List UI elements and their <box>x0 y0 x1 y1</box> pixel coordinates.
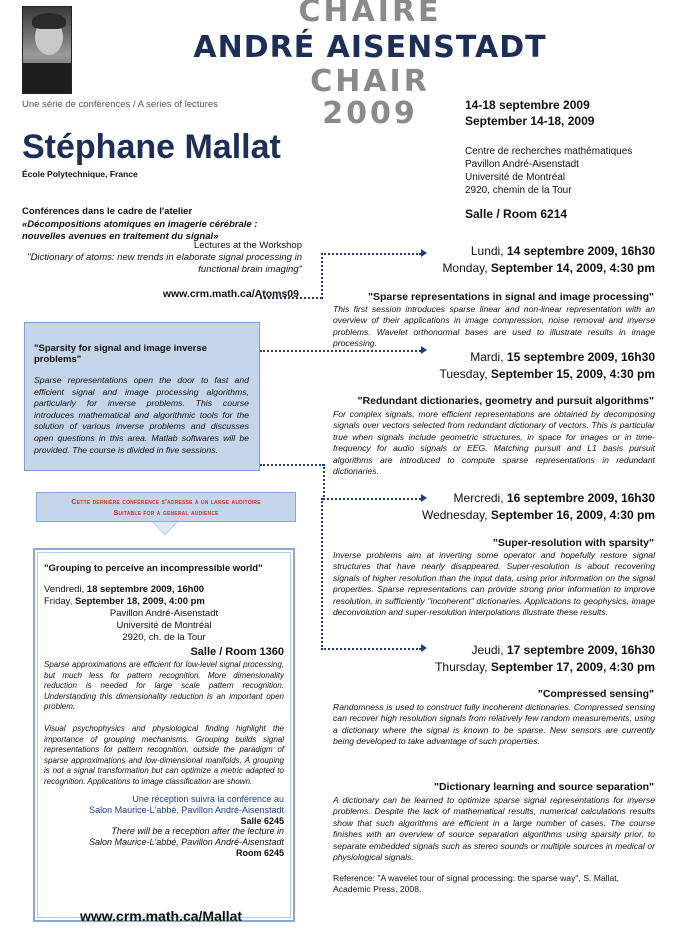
general-address-line: Pavillon André-Aisenstadt <box>109 608 219 619</box>
dates-en: September 14-18, 2009 <box>465 114 595 128</box>
reception-room-fr: Salle 6245 <box>240 815 284 826</box>
date-value: September 16, 2009, 4:30 pm <box>490 508 655 522</box>
course-box <box>24 322 260 471</box>
audience-banner <box>36 492 296 522</box>
session-5-title: "Dictionary learning and source separation" <box>433 781 654 793</box>
connector <box>260 464 324 466</box>
course-title: "Sparsity for signal and image inverse problems" <box>34 343 207 365</box>
session-5-text: A dictionary can be learned to optimize sparse signal representations for inverse problems. Despite the lack of mathematical results, numerical calculations results show that such algorithms are efficient in a large number of cases. The course finishes with an overview of source separation algorithms using sparsity prior, to separate embedded signals such as stereo sounds or multiple sources in medical or physiological signals. <box>333 795 655 863</box>
chair-title-en: CHAIR <box>310 64 430 99</box>
footer-url[interactable]: www.crm.math.ca/Mallat <box>80 908 243 924</box>
chair-name: ANDRÉ AISENSTADT <box>193 30 547 65</box>
speaker-affiliation: École Polytechnique, France <box>22 169 138 179</box>
session-4-title: "Compressed sensing" <box>537 688 654 700</box>
day-label: Mardi, <box>470 350 507 364</box>
general-address-line: Université de Montréal <box>116 620 212 631</box>
day-label: Tuesday, <box>439 367 491 381</box>
reception-room-en: Room 6245 <box>235 847 284 858</box>
date-value: 18 septembre 2009, 16h00 <box>86 584 205 595</box>
date-value: September 18, 2009, 4:00 pm <box>74 596 205 607</box>
reference: Reference: "A wavelet tour of signal processing: the sparse way", S. Mallat, Academic Press, 2008. <box>333 873 620 895</box>
workshop-intro <box>22 206 302 244</box>
session-3-title: "Super-resolution with sparsity" <box>492 537 654 549</box>
day-label: Vendredi, <box>44 584 87 595</box>
general-text: Visual psychophysics and physiological finding highlight the importance of grouping mechanisms. Grouping builds signal representations for pattern recognition, outside the paradigm of sparse approximations and low-dimensional manifolds. A grouping is not a signal transformation but can optimize a metric adapted to recognition. Applications to image classification are shown. <box>44 723 284 786</box>
general-text: Sparse approximations are efficient for low-level signal processing, but much less for pattern recognition. More dimensionality reduction is needed for large scale pattern recognition. Understanding this dimensionality reduction is an important open problem. <box>44 660 284 712</box>
reception-en: There will be a reception after the lecture in <box>111 825 284 836</box>
chair-year: 2009 <box>322 96 418 131</box>
general-date-en <box>44 596 284 608</box>
session-3-date <box>325 490 655 524</box>
address-line: Université de Montréal <box>465 172 566 183</box>
general-room: Salle / Room 1360 <box>190 646 284 658</box>
course-description: Sparse representations open the door to fast and efficient signal and image processing algorithms, particularly for inverse problems. This course introduces mathematical and algorithmic tools for the solution of various inverse problems and discusses open questions in this area. Matlab softwares will be provided. The course is divided in five sessions. <box>34 375 249 455</box>
workshop-lectures <box>22 240 302 276</box>
day-label: Thursday, <box>435 660 491 674</box>
down-arrow-icon-inner <box>154 522 176 534</box>
date-value: 15 septembre 2009, 16h30 <box>506 350 655 364</box>
session-2-date <box>325 349 655 383</box>
reception-fr: Une réception suivra la conférence au <box>132 793 284 804</box>
connector <box>321 498 323 650</box>
date-value: September 17, 2009, 4:30 pm <box>490 660 655 674</box>
reception-fr: Salon Maurice-L'abbé, Pavillon André-Aisenstadt <box>89 804 284 815</box>
general-address-line: 2920, ch. de la Tour <box>122 632 206 643</box>
day-label: Mercredi, <box>453 491 507 505</box>
address-line: 2920, chemin de la Tour <box>465 185 572 196</box>
date-value: September 14, 2009, 4:30 pm <box>490 261 655 275</box>
session-4-date <box>325 642 655 676</box>
session-4-text: Randomness is used to construct fully incoherent dictionaries. Compressed sensing can recover high resolution signals from relatively few random measurements, using a dictionary where the signal is known to be sparse. New sensors are currently being developed to take advantage of such properties. <box>333 702 655 747</box>
general-title: "Grouping to perceive an incompressible world" <box>44 563 263 574</box>
dates-fr: 14-18 septembre 2009 <box>465 98 590 112</box>
day-label: Jeudi, <box>471 643 507 657</box>
session-1-text: This first session introduces sparse linear and non-linear representation with an overview of their applications in image compression, noise removal and inverse problems. Wavelet orthonormal bases are used to illustrate results in image processing. <box>333 304 655 349</box>
address-line: Centre de recherches mathématiques <box>465 146 633 157</box>
chair-title-fr: CHAIRE <box>298 0 442 29</box>
series-label: Une série de conférences / A series of lectures <box>22 99 218 110</box>
session-1-date <box>325 243 655 277</box>
general-lecture-box <box>37 552 291 918</box>
audience-en: Suitable for a general audience <box>113 508 219 517</box>
date-value: 17 septembre 2009, 16h30 <box>506 643 655 657</box>
session-3-text: Inverse problems aim at inverting some operator and hopefully restore signal structures that have nearly disappeared. Super-resolution is about recovering signals of higher resolution than the input data, using prior information on the signal properties. Sparse representations can provide strong prior information to improve resolution, in sufficiently "incoherent" dictionaries. Applications to geophysics, image deconvolution and super-resolution interpolations illustrate these results. <box>333 550 655 618</box>
date-value: 16 septembre 2009, 16h30 <box>506 491 655 505</box>
workshop-title-en: "Dictionary of atoms: new trends in elaborate signal processing in functional brain imaging" <box>27 252 302 275</box>
day-label: Lundi, <box>470 244 507 258</box>
workshop-lect-label: Lectures at the Workshop <box>193 240 302 251</box>
connector <box>321 253 323 299</box>
address-line: Pavillon André-Aisenstadt <box>465 159 579 170</box>
venue-address <box>465 145 632 197</box>
date-value: September 15, 2009, 4:30 pm <box>490 367 655 381</box>
day-label: Wednesday, <box>421 508 491 522</box>
connector <box>260 297 322 299</box>
date-value: 14 septembre 2009, 16h30 <box>506 244 655 258</box>
general-date-fr <box>44 584 284 596</box>
main-room: Salle / Room 6214 <box>465 207 568 221</box>
audience-fr: Cette dernière conférence s'adresse à un large auditoire <box>71 497 261 506</box>
session-2-text: For complex signals, more efficient representations are obtained by decomposing signals over vectors selected from redundant dictionary of vectors. This is particular true when signals include geometric structures, in space for images or in time-frequency for audio signals or EEG. Matching pursuit and L1 basis pursuit algorithms are introduced to compute sparse representations in redundant dictionaries. <box>333 409 655 477</box>
speaker-name: Stéphane Mallat <box>22 128 281 166</box>
day-label: Monday, <box>442 261 491 275</box>
speaker-photo <box>22 6 72 94</box>
workshop-intro-label: Conférences dans le cadre de l'atelier <box>22 206 193 217</box>
workshop-url[interactable]: www.crm.math.ca/Atoms09 <box>162 288 299 300</box>
session-1-title: "Sparse representations in signal and image processing" <box>368 291 654 303</box>
day-label: Friday, <box>44 596 75 607</box>
reception-en: Salon Maurice-L'abbé, Pavillon André-Aisenstadt <box>89 836 284 847</box>
session-2-title: "Redundant dictionaries, geometry and pursuit algorithms" <box>357 395 654 407</box>
workshop-title-fr: «Décompositions atomiques en imagerie cérébrale : nouvelles avenues en traitement du signal» <box>22 218 258 242</box>
